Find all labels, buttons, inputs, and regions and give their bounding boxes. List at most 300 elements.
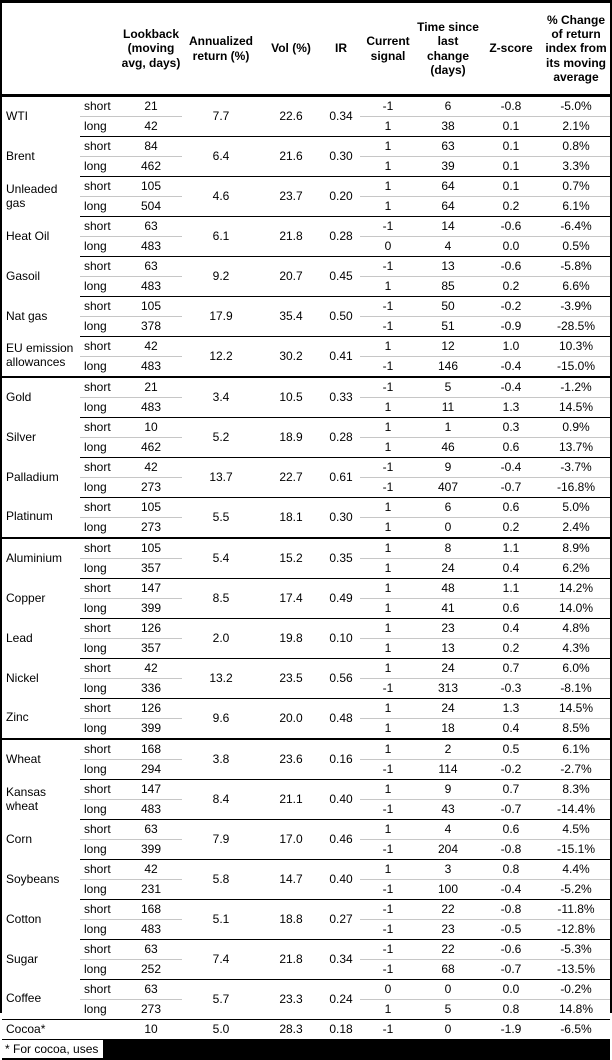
cell-z-score: 0.2 xyxy=(480,277,542,297)
cell-lookback: 147 xyxy=(120,579,182,599)
cell-lookback: 357 xyxy=(120,639,182,659)
cell-annualized-return: 2.0 xyxy=(182,619,260,659)
cell-z-score: 0.7 xyxy=(480,659,542,679)
cell-current-signal: 1 xyxy=(360,337,416,357)
cell-lookback: 483 xyxy=(120,398,182,418)
cell-pct-change: -12.8% xyxy=(542,920,610,940)
table-row xyxy=(2,538,610,559)
cell-z-score: 1.0 xyxy=(480,337,542,357)
cell-annualized-return: 13.2 xyxy=(182,659,260,699)
cell-vol: 10.5 xyxy=(260,377,322,418)
commodity-name: Copper xyxy=(6,590,46,605)
cell-vol: 20.0 xyxy=(260,699,322,740)
cell-lookback: 273 xyxy=(120,478,182,498)
commodity-name: Palladium xyxy=(6,469,59,484)
cell-time-since-change: 24 xyxy=(416,659,480,679)
cell-vol: 17.0 xyxy=(260,820,322,860)
mode-label-short: short xyxy=(80,257,120,277)
header-pct-change: % Change of return index from its moving average xyxy=(542,3,610,96)
cell-lookback: 399 xyxy=(120,719,182,740)
cell-ir: 0.48 xyxy=(322,699,360,740)
cell-z-score: -0.2 xyxy=(480,297,542,317)
mode-label-long: long xyxy=(80,719,120,740)
cell-time-since-change: 48 xyxy=(416,579,480,599)
cell-vol: 18.8 xyxy=(260,900,322,940)
cell-pct-change: 6.1% xyxy=(542,197,610,217)
cell-pct-change: 13.7% xyxy=(542,438,610,458)
commodity-name: Wheat xyxy=(2,739,80,780)
cell-ir: 0.16 xyxy=(322,739,360,780)
cell-current-signal: -1 xyxy=(360,96,416,117)
cell-time-since-change: 3 xyxy=(416,860,480,880)
table-row xyxy=(2,217,610,237)
cell-z-score: 0.4 xyxy=(480,719,542,740)
cell-current-signal: -1 xyxy=(360,679,416,699)
cell-annualized-return: 5.4 xyxy=(182,538,260,579)
cell-lookback: 504 xyxy=(120,197,182,217)
cell-z-score: -0.7 xyxy=(480,800,542,820)
cell-annualized-return: 5.8 xyxy=(182,860,260,900)
cell-z-score: -0.4 xyxy=(480,377,542,398)
commodity-name: Soybeans xyxy=(6,871,60,886)
commodity-name: Cotton xyxy=(6,911,42,926)
cell-time-since-change: 13 xyxy=(416,639,480,659)
table-row xyxy=(2,940,610,960)
cell-pct-change: 6.0% xyxy=(542,659,610,679)
cell-z-score: -0.2 xyxy=(480,760,542,780)
cell-time-since-change: 22 xyxy=(416,900,480,920)
cell-time-since-change: 51 xyxy=(416,317,480,337)
cell-current-signal: 1 xyxy=(360,277,416,297)
cell-time-since-change: 24 xyxy=(416,699,480,719)
table-row xyxy=(2,619,610,639)
cell-annualized-return: 12.2 xyxy=(182,337,260,378)
cell-lookback: 105 xyxy=(120,297,182,317)
cell-z-score: 0.6 xyxy=(480,438,542,458)
cell-current-signal: -1 xyxy=(360,217,416,237)
cell-current-signal: -1 xyxy=(360,760,416,780)
cell-vol: 23.7 xyxy=(260,177,322,217)
cell-annualized-return: 5.0 xyxy=(182,1020,260,1040)
header-lookback: Lookback (moving avg, days) xyxy=(120,3,182,96)
cell-lookback: 462 xyxy=(120,438,182,458)
cell-ir: 0.34 xyxy=(322,940,360,980)
cell-pct-change: -14.4% xyxy=(542,800,610,820)
commodity-name: WTI xyxy=(2,96,80,137)
cell-vol: 21.8 xyxy=(260,217,322,257)
cell-lookback: 42 xyxy=(120,117,182,137)
cell-vol: 23.6 xyxy=(260,739,322,780)
mode-label-long: long xyxy=(80,438,120,458)
cell-current-signal: 1 xyxy=(360,820,416,840)
cell-lookback: 483 xyxy=(120,920,182,940)
cell-ir: 0.40 xyxy=(322,780,360,820)
mode-label-short: short xyxy=(80,337,120,357)
cell-current-signal: 1 xyxy=(360,518,416,539)
cell-ir: 0.45 xyxy=(322,257,360,297)
cell-lookback: 147 xyxy=(120,780,182,800)
cell-current-signal: -1 xyxy=(360,960,416,980)
cell-pct-change: -3.7% xyxy=(542,458,610,478)
mode-label-short: short xyxy=(80,418,120,438)
table-row xyxy=(2,177,610,197)
cell-lookback: 126 xyxy=(120,699,182,719)
cell-ir: 0.18 xyxy=(322,1020,360,1040)
cell-time-since-change: 204 xyxy=(416,840,480,860)
header-row xyxy=(2,3,610,96)
cell-z-score: 0.0 xyxy=(480,237,542,257)
cell-time-since-change: 0 xyxy=(416,1020,480,1040)
table-row xyxy=(2,699,610,719)
cell-annualized-return: 8.4 xyxy=(182,780,260,820)
cell-time-since-change: 4 xyxy=(416,820,480,840)
mode-label-short: short xyxy=(80,297,120,317)
mode-label-long: long xyxy=(80,237,120,257)
cell-lookback: 105 xyxy=(120,538,182,559)
cell-current-signal: 1 xyxy=(360,699,416,719)
mode-label-long: long xyxy=(80,760,120,780)
cell-z-score: 0.6 xyxy=(480,498,542,518)
cell-current-signal: -1 xyxy=(360,257,416,277)
cell-ir: 0.41 xyxy=(322,337,360,378)
cell-z-score: 0.0 xyxy=(480,980,542,1000)
bottom-bar xyxy=(2,1039,610,1060)
cell-lookback: 357 xyxy=(120,559,182,579)
cell-current-signal: -1 xyxy=(360,357,416,378)
mode-label-long: long xyxy=(80,960,120,980)
cell-time-since-change: 13 xyxy=(416,257,480,277)
cell-annualized-return: 5.7 xyxy=(182,980,260,1020)
footnote: * For cocoa, uses xyxy=(2,1040,105,1060)
table-row xyxy=(2,860,610,880)
cell-pct-change: 3.3% xyxy=(542,157,610,177)
table-row xyxy=(2,1020,610,1040)
mode-label-long: long xyxy=(80,840,120,860)
cell-ir: 0.50 xyxy=(322,297,360,337)
cell-z-score: 0.4 xyxy=(480,559,542,579)
cell-current-signal: -1 xyxy=(360,377,416,398)
cell-time-since-change: 1 xyxy=(416,418,480,438)
cell-pct-change: -28.5% xyxy=(542,317,610,337)
mode-label-long: long xyxy=(80,357,120,378)
cell-time-since-change: 50 xyxy=(416,297,480,317)
cell-ir: 0.28 xyxy=(322,418,360,458)
cell-current-signal: 1 xyxy=(360,599,416,619)
cell-pct-change: 14.5% xyxy=(542,699,610,719)
cell-vol: 23.5 xyxy=(260,659,322,699)
cell-lookback: 378 xyxy=(120,317,182,337)
table-row xyxy=(2,458,610,478)
cell-annualized-return: 9.2 xyxy=(182,257,260,297)
cell-time-since-change: 22 xyxy=(416,940,480,960)
cell-z-score: 0.1 xyxy=(480,157,542,177)
table-row xyxy=(2,137,610,157)
commodity-name: Gold xyxy=(2,377,80,418)
cell-lookback: 84 xyxy=(120,137,182,157)
cell-time-since-change: 114 xyxy=(416,760,480,780)
cell-z-score: -0.6 xyxy=(480,940,542,960)
mode-label-short: short xyxy=(80,498,120,518)
cell-pct-change: 0.8% xyxy=(542,137,610,157)
commodity-name: EU emission allowances xyxy=(6,341,74,370)
cell-current-signal: 1 xyxy=(360,619,416,639)
commodity-name: Zinc xyxy=(6,710,29,725)
cell-z-score: -0.7 xyxy=(480,960,542,980)
cell-vol: 22.6 xyxy=(260,96,322,137)
cell-current-signal: 1 xyxy=(360,398,416,418)
cell-lookback: 63 xyxy=(120,820,182,840)
cell-time-since-change: 5 xyxy=(416,377,480,398)
cell-vol: 21.8 xyxy=(260,940,322,980)
mode-label-long: long xyxy=(80,800,120,820)
cell-pct-change: 8.5% xyxy=(542,719,610,740)
cell-time-since-change: 100 xyxy=(416,880,480,900)
cell-pct-change: -6.4% xyxy=(542,217,610,237)
cell-ir: 0.30 xyxy=(322,137,360,177)
cell-pct-change: 2.4% xyxy=(542,518,610,539)
cell-lookback: 483 xyxy=(120,800,182,820)
cell-current-signal: -1 xyxy=(360,458,416,478)
cell-ir: 0.24 xyxy=(322,980,360,1020)
cell-time-since-change: 2 xyxy=(416,739,480,760)
cell-ir: 0.40 xyxy=(322,860,360,900)
cell-time-since-change: 63 xyxy=(416,137,480,157)
cell-z-score: -0.9 xyxy=(480,317,542,337)
cell-z-score: 0.8 xyxy=(480,860,542,880)
cell-time-since-change: 46 xyxy=(416,438,480,458)
cell-annualized-return: 3.8 xyxy=(182,739,260,780)
cell-lookback: 63 xyxy=(120,940,182,960)
cell-lookback: 483 xyxy=(120,357,182,378)
cell-lookback: 462 xyxy=(120,157,182,177)
mode-label-short: short xyxy=(80,137,120,157)
cell-pct-change: 14.0% xyxy=(542,599,610,619)
cell-current-signal: -1 xyxy=(360,900,416,920)
cell-ir: 0.34 xyxy=(322,96,360,137)
cell-pct-change: -13.5% xyxy=(542,960,610,980)
cell-z-score: 0.5 xyxy=(480,739,542,760)
cell-pct-change: -3.9% xyxy=(542,297,610,317)
cell-z-score: 0.2 xyxy=(480,518,542,539)
commodity-name: Gasoil xyxy=(6,268,41,283)
cell-lookback: 10 xyxy=(120,1020,182,1040)
cell-z-score: -0.4 xyxy=(480,357,542,378)
cell-current-signal: 1 xyxy=(360,639,416,659)
cell-current-signal: -1 xyxy=(360,920,416,940)
cell-vol: 21.1 xyxy=(260,780,322,820)
header-ir: IR xyxy=(322,3,360,96)
cell-z-score: -0.7 xyxy=(480,478,542,498)
cell-pct-change: -5.2% xyxy=(542,880,610,900)
mode-label-long: long xyxy=(80,398,120,418)
cell-current-signal: -1 xyxy=(360,478,416,498)
cell-pct-change: 14.2% xyxy=(542,579,610,599)
cell-time-since-change: 23 xyxy=(416,920,480,940)
cell-pct-change: 6.6% xyxy=(542,277,610,297)
cell-annualized-return: 6.1 xyxy=(182,217,260,257)
cell-vol: 28.3 xyxy=(260,1020,322,1040)
table-row xyxy=(2,579,610,599)
cell-annualized-return: 7.7 xyxy=(182,96,260,137)
cell-annualized-return: 8.5 xyxy=(182,579,260,619)
cell-ir: 0.10 xyxy=(322,619,360,659)
cell-pct-change: -15.0% xyxy=(542,357,610,378)
table-row xyxy=(2,980,610,1000)
table-body xyxy=(2,96,610,1040)
table-row xyxy=(2,377,610,398)
cell-time-since-change: 9 xyxy=(416,458,480,478)
cell-pct-change: -0.2% xyxy=(542,980,610,1000)
mode-label-short: short xyxy=(80,458,120,478)
cell-z-score: -0.8 xyxy=(480,900,542,920)
table-row xyxy=(2,739,610,760)
cell-annualized-return: 17.9 xyxy=(182,297,260,337)
cell-z-score: -0.8 xyxy=(480,96,542,117)
mode-label-long: long xyxy=(80,478,120,498)
cell-time-since-change: 38 xyxy=(416,117,480,137)
mode-label-long: long xyxy=(80,157,120,177)
cell-vol: 20.7 xyxy=(260,257,322,297)
mode-label-short: short xyxy=(80,377,120,398)
mode-label-short: short xyxy=(80,980,120,1000)
cell-pct-change: -15.1% xyxy=(542,840,610,860)
cell-time-since-change: 24 xyxy=(416,559,480,579)
cell-lookback: 42 xyxy=(120,860,182,880)
cell-pct-change: 4.3% xyxy=(542,639,610,659)
mode-label xyxy=(80,1020,120,1040)
cell-ir: 0.46 xyxy=(322,820,360,860)
mode-label-long: long xyxy=(80,1000,120,1020)
cell-lookback: 42 xyxy=(120,458,182,478)
cell-pct-change: 0.7% xyxy=(542,177,610,197)
cell-pct-change: 14.5% xyxy=(542,398,610,418)
cell-lookback: 63 xyxy=(120,257,182,277)
commodity-name: Cocoa* xyxy=(2,1020,80,1040)
cell-lookback: 42 xyxy=(120,337,182,357)
mode-label-short: short xyxy=(80,96,120,117)
cell-vol: 23.3 xyxy=(260,980,322,1020)
cell-pct-change: -5.3% xyxy=(542,940,610,960)
cell-time-since-change: 8 xyxy=(416,538,480,559)
header-time-since-change: Time since last change (days) xyxy=(416,3,480,96)
cell-lookback: 21 xyxy=(120,96,182,117)
cell-z-score: -1.9 xyxy=(480,1020,542,1040)
cell-current-signal: 1 xyxy=(360,438,416,458)
cell-pct-change: 14.8% xyxy=(542,1000,610,1020)
cell-current-signal: 1 xyxy=(360,117,416,137)
cell-current-signal: -1 xyxy=(360,840,416,860)
cell-current-signal: 1 xyxy=(360,498,416,518)
cell-lookback: 294 xyxy=(120,760,182,780)
mode-label-long: long xyxy=(80,880,120,900)
header-z-score: Z-score xyxy=(480,3,542,96)
cell-current-signal: -1 xyxy=(360,317,416,337)
cell-time-since-change: 0 xyxy=(416,980,480,1000)
mode-label-short: short xyxy=(80,860,120,880)
cell-z-score: 0.6 xyxy=(480,599,542,619)
cell-current-signal: 1 xyxy=(360,1000,416,1020)
cell-time-since-change: 5 xyxy=(416,1000,480,1020)
cell-lookback: 483 xyxy=(120,237,182,257)
cell-time-since-change: 68 xyxy=(416,960,480,980)
cell-z-score: 0.2 xyxy=(480,639,542,659)
cell-z-score: -0.6 xyxy=(480,257,542,277)
mode-label-short: short xyxy=(80,940,120,960)
commodity-name: Heat Oil xyxy=(6,228,50,243)
table-row xyxy=(2,257,610,277)
cell-current-signal: 1 xyxy=(360,579,416,599)
cell-current-signal: 1 xyxy=(360,559,416,579)
cell-vol: 21.6 xyxy=(260,137,322,177)
mode-label-short: short xyxy=(80,820,120,840)
cell-current-signal: 1 xyxy=(360,157,416,177)
cell-z-score: 0.8 xyxy=(480,1000,542,1020)
cell-pct-change: 4.8% xyxy=(542,619,610,639)
cell-current-signal: 1 xyxy=(360,137,416,157)
cell-z-score: 0.3 xyxy=(480,418,542,438)
cell-lookback: 399 xyxy=(120,840,182,860)
mode-label-long: long xyxy=(80,518,120,539)
cell-vol: 18.9 xyxy=(260,418,322,458)
cell-lookback: 105 xyxy=(120,498,182,518)
cell-pct-change: -5.0% xyxy=(542,96,610,117)
cell-pct-change: 5.0% xyxy=(542,498,610,518)
cell-z-score: 0.1 xyxy=(480,117,542,137)
cell-current-signal: -1 xyxy=(360,940,416,960)
cell-vol: 30.2 xyxy=(260,337,322,378)
table-row xyxy=(2,96,610,117)
cell-annualized-return: 5.5 xyxy=(182,498,260,539)
cell-current-signal: 1 xyxy=(360,197,416,217)
cell-z-score: 1.1 xyxy=(480,538,542,559)
cell-lookback: 10 xyxy=(120,418,182,438)
cell-time-since-change: 64 xyxy=(416,197,480,217)
cell-current-signal: 1 xyxy=(360,538,416,559)
cell-vol: 35.4 xyxy=(260,297,322,337)
cell-lookback: 168 xyxy=(120,900,182,920)
mode-label-short: short xyxy=(80,699,120,719)
cell-vol: 18.1 xyxy=(260,498,322,539)
cell-current-signal: -1 xyxy=(360,1020,416,1040)
cell-pct-change: -5.8% xyxy=(542,257,610,277)
cell-annualized-return: 7.9 xyxy=(182,820,260,860)
header-current-signal: Current signal xyxy=(360,3,416,96)
commodity-name: Coffee xyxy=(6,991,42,1006)
commodity-name: Kansas wheat xyxy=(6,784,47,813)
cell-lookback: 336 xyxy=(120,679,182,699)
commodity-name: Aluminium xyxy=(2,538,80,579)
header-annualized-return: Annualized return (%) xyxy=(182,3,260,96)
cell-pct-change: -6.5% xyxy=(542,1020,610,1040)
cell-time-since-change: 14 xyxy=(416,217,480,237)
cell-z-score: 0.6 xyxy=(480,820,542,840)
cell-current-signal: 0 xyxy=(360,980,416,1000)
cell-current-signal: 1 xyxy=(360,739,416,760)
cell-ir: 0.27 xyxy=(322,900,360,940)
cell-z-score: 0.1 xyxy=(480,177,542,197)
cell-annualized-return: 6.4 xyxy=(182,137,260,177)
cell-time-since-change: 12 xyxy=(416,337,480,357)
cell-time-since-change: 18 xyxy=(416,719,480,740)
header-mode xyxy=(80,3,120,96)
cell-lookback: 483 xyxy=(120,277,182,297)
mode-label-short: short xyxy=(80,538,120,559)
cell-annualized-return: 9.6 xyxy=(182,699,260,740)
mode-label-short: short xyxy=(80,579,120,599)
cell-pct-change: 6.1% xyxy=(542,739,610,760)
cell-lookback: 42 xyxy=(120,659,182,679)
mode-label-short: short xyxy=(80,619,120,639)
